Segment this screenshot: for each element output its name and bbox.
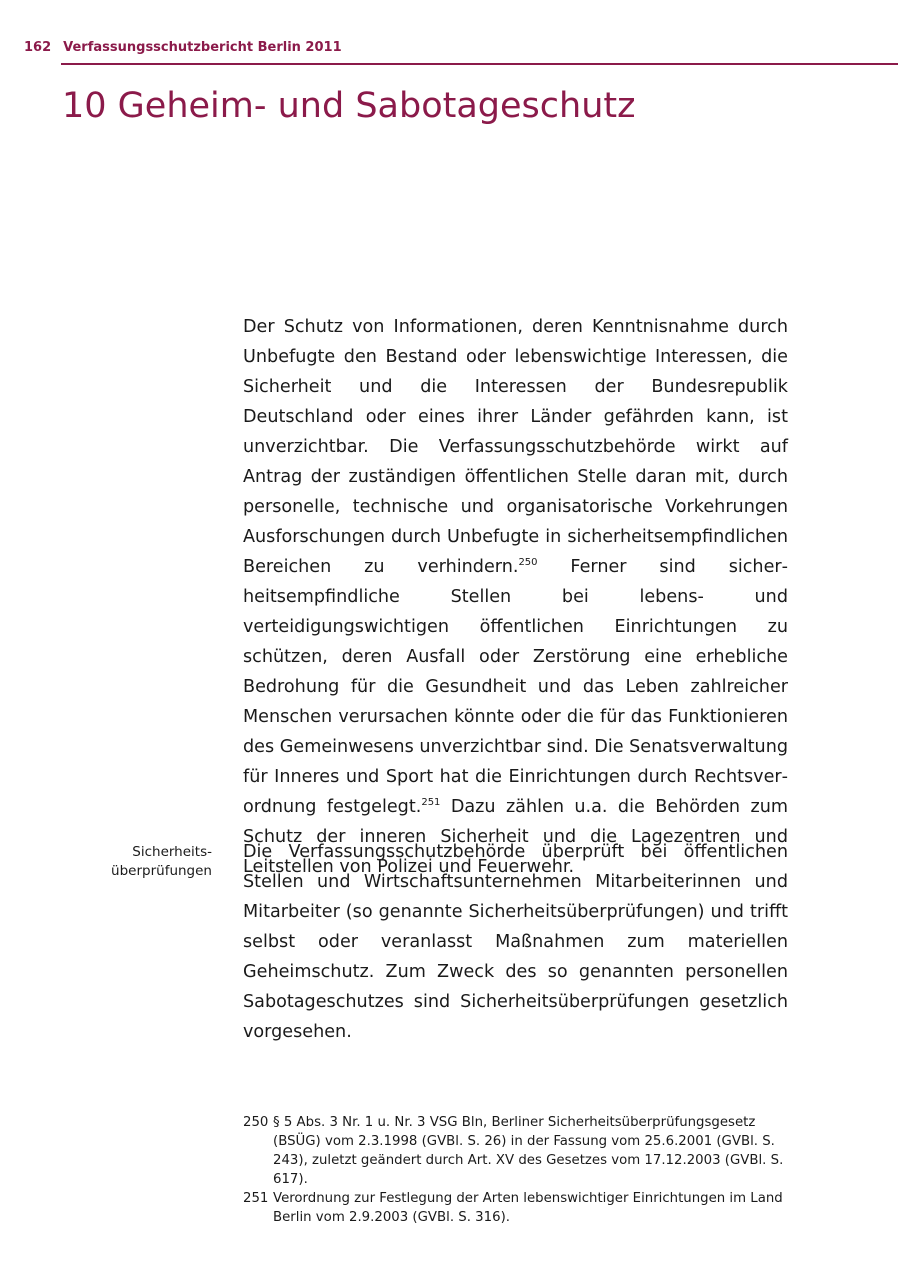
header-rule [61, 63, 898, 65]
margin-note [72, 843, 212, 881]
footnote-text: § 5 Abs. 3 Nr. 1 u. Nr. 3 VSG Bln, Berliner Sicherheitsüberprüfungsgesetz (BSÜG) vom 2.3.1998 (GVBl. S. 26) in der Fassung vom 25.6.2001 (GVBl. S. 243), zuletzt geändert durch Art. XV des Gesetzes vom 17.12.2003 (GVBl. S. 617). [273, 1115, 784, 1187]
footnote-text: Verordnung zur Festlegung der Arten lebenswichtiger Einrichtungen im Land Berlin vom 2.9.2003 (GVBl. S. 316). [273, 1191, 783, 1225]
paragraph-text: Der Schutz von Informationen, deren Kenntnisnahme durch Unbefugte den Bestand oder lebenswichtige Interessen, die Sicherheit und die Interessen der Bundesrepublik Deutschland oder eines ihrer Länder gefährden kann, ist unverzichtbar. Die Verfassungsschutzbehörde wirkt auf Antrag der zuständigen öffentlichen Stelle daran mit, durch personelle, technische und organisatorische Vorkehrungen Ausforschungen durch Unbefugte in sicherheitsempfindlichen Bereichen zu verhindern. [243, 317, 788, 577]
body-paragraph-2: Die Verfassungsschutzbehörde überprüft bei öffentlichen Stellen und Wirtschaftsunternehmen Mitarbeiterinnen und Mitarbeiter (so genannte Sicherheitsüberprüfungen) und trifft selbst oder veranlasst Maßnahmen zum materiellen Geheimschutz. Zum Zweck des so genannten personellen Sabotageschutzes sind Sicherheitsüberprüfungen gesetzlich vorgesehen. [243, 842, 788, 1042]
margin-note-line: Sicherheits- [132, 844, 212, 860]
running-title: Verfassungsschutzbericht Berlin 2011 [63, 40, 342, 55]
footnotes [243, 1113, 803, 1227]
running-header [24, 40, 898, 55]
paragraph-text: Dazu zählen u.a. die Behörden zum Schutz der inneren Sicherheit und die Lagezentren und Leitstellen von Polizei und Feuerwehr. [243, 797, 788, 877]
paragraph-text: Ferner sind sicherheitsempfindliche Stellen bei lebens- und verteidigungswichtigen öffentlichen Einrichtungen zu schützen, deren Ausfall oder Zerstörung eine erhebliche Bedrohung für die Gesundheit und das Leben zahlreicher Menschen verursachen könnte oder die für das Funktionieren des Gemeinwesens unverzichtbar sind. Die Senatsverwaltung für Inneres und Sport hat die Einrichtungen durch Rechtsverordnung festgelegt. [243, 557, 789, 817]
footnote-number: 251 [243, 1191, 269, 1206]
footnote-251 [243, 1189, 803, 1227]
body-paragraph-1 [243, 312, 788, 882]
footnote-250 [243, 1113, 803, 1189]
margin-note-line: überprüfungen [111, 863, 212, 879]
footnote-ref-251[interactable]: 251 [421, 797, 441, 808]
footnote-number: 250 [243, 1115, 269, 1130]
page-number: 162 [24, 40, 52, 55]
footnote-ref-250[interactable]: 250 [518, 557, 538, 568]
chapter-title: 10 Geheim- und Sabotageschutz [62, 86, 636, 126]
